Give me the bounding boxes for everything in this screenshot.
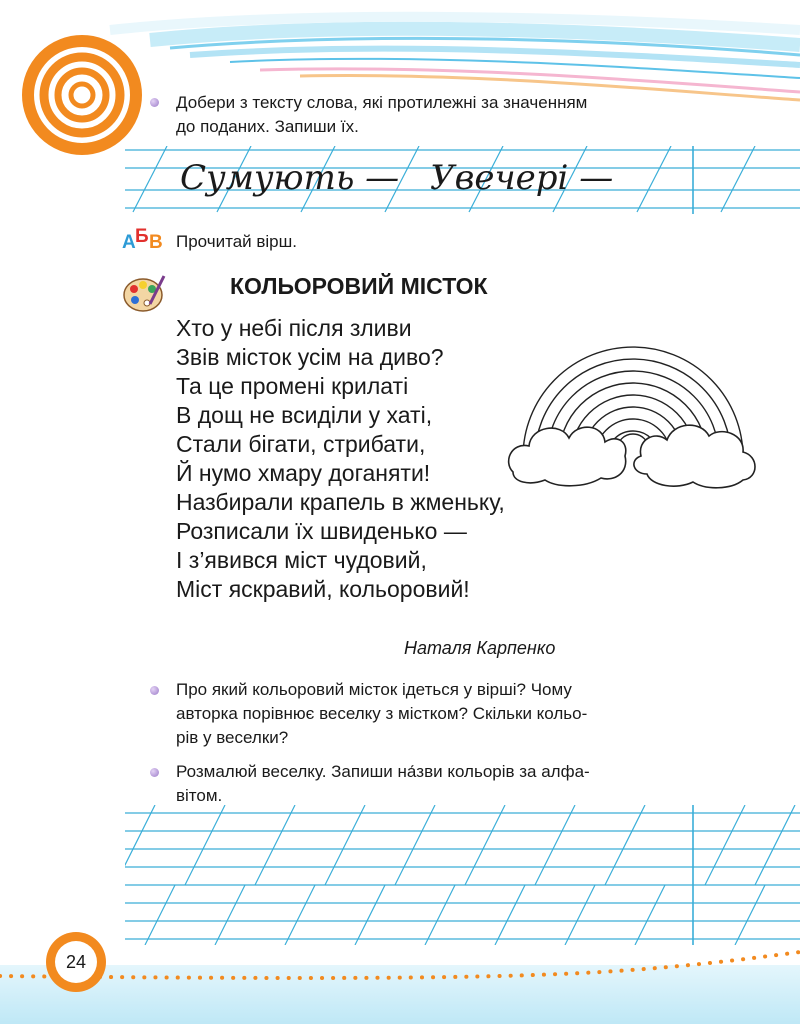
abv-letter-a: А [122,232,136,253]
handwritten-word-2: Увечері — [430,158,614,198]
page-number: 24 [65,952,87,972]
question1-line3: рів у веселки? [176,728,289,747]
spiral-icon [20,25,150,155]
poem-line: Та це промені крилаті [176,373,409,399]
task1-text-line1: Добери з тексту слова, які протилежні за значенням [176,93,588,112]
poem-line: Назбирали крапель в жменьку, [176,489,505,515]
footer-dotted-line [0,930,800,990]
page-number-inner [55,941,97,983]
palette-icon [122,272,166,314]
page-number-circle [46,932,106,992]
question1-line1: Про який кольоровий місток ідеться у вірші? Чому [176,680,572,699]
poem-line: Стали бігати, стрибати, [176,431,426,457]
abv-icon [122,226,174,252]
poem-line: Міст яскравий, кольоровий! [176,576,470,602]
bullet-icon [150,98,159,107]
question2-line1: Розмалюй веселку. Запиши на́зви кольорів за алфа- [176,762,590,781]
poem-line: Розписали їх швиденько — [176,518,467,544]
poem-line: І з’явився міст чудовий, [176,547,427,573]
bullet-icon [150,686,159,695]
question1-line2: авторка порівнює веселку з містком? Скільки кольо- [176,704,588,723]
task2-instruction: Прочитай вірш. [176,232,298,251]
abv-letter-b: Б [135,226,149,247]
handwritten-word-1: Сумують — [180,158,400,198]
question2-line2: вітом. [176,786,223,805]
rainbow-coloring-image [505,322,760,492]
bullet-icon [150,768,159,777]
poem-title: КОЛЬОРОВИЙ МІСТОК [230,273,488,299]
abv-letter-v: В [149,232,163,253]
poem-author: Наталя Карпенко [404,638,556,658]
poem-line: Звів місток усім на диво? [176,344,444,370]
handwriting-lines-2 [125,805,800,945]
poem-line: В дощ не всиділи у хаті, [176,402,433,428]
poem-line: Хто у небі після зливи [176,315,412,341]
poem-line: Й нумо хмару доганяти! [176,460,431,486]
task1-text-line2: до поданих. Запиши їх. [176,117,359,136]
